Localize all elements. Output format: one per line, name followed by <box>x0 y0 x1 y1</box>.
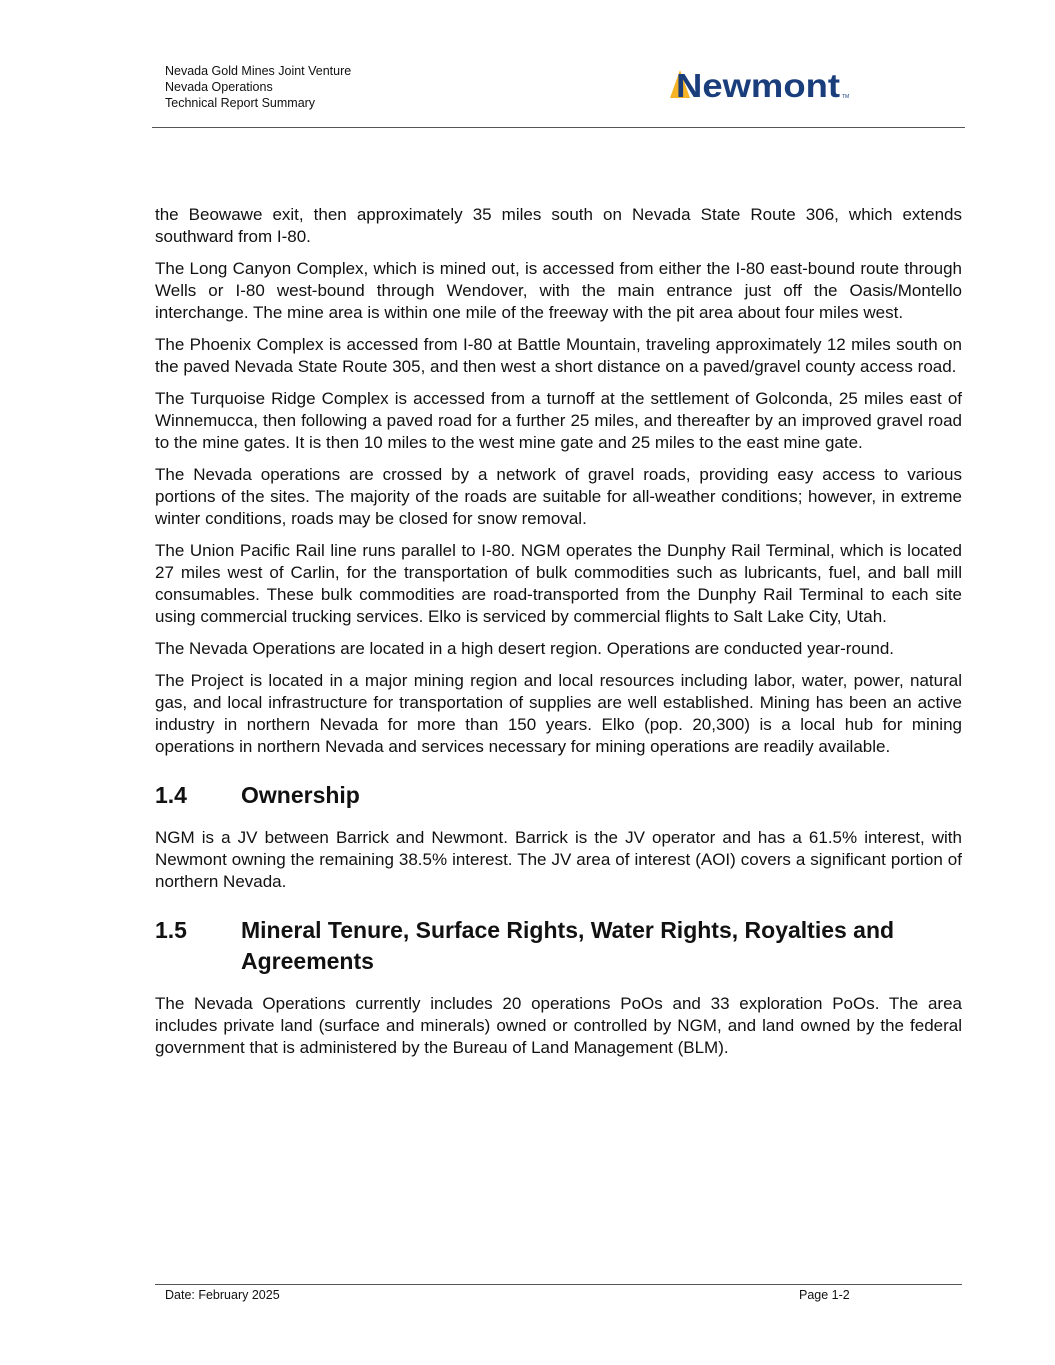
section-title: Mineral Tenure, Surface Rights, Water Rights, Royalties and Agreements <box>241 917 895 974</box>
newmont-logo <box>670 66 860 106</box>
logo-wordmark: Newmont <box>676 67 841 104</box>
body-paragraph: The Nevada operations are crossed by a network of gravel roads, providing easy access to various portions of the sites. The majority of the roads are suitable for all-weather conditions; however, in extreme winter conditions, roads may be closed for snow removal. <box>155 465 962 528</box>
body-paragraph: The Turquoise Ridge Complex is accessed from a turnoff at the settlement of Golconda, 25 miles east of Winnemucca, then following a paved road for a further 25 miles, and thereafter by an improved gravel road to the mine gates. It is then 10 miles to the west mine gate and 25 miles to the east mine gate. <box>155 389 962 452</box>
body-paragraph: The Long Canyon Complex, which is mined out, is accessed from either the I-80 east-bound route through Wells or I-80 west-bound through Wendover, with the main entrance just off the Oasis/Montello interchange. The mine area is within one mile of the freeway with the pit area about four miles west. <box>155 259 962 322</box>
section-heading-mineral-tenure <box>155 915 962 977</box>
footer-page-number: Page 1-2 <box>799 1288 850 1302</box>
header-divider <box>152 127 965 128</box>
body-paragraph: the Beowawe exit, then approximately 35 miles south on Nevada State Route 306, which extends southward from I-80. <box>155 205 962 246</box>
header-report-type: Technical Report Summary <box>165 96 316 110</box>
body-paragraph: The Project is located in a major mining region and local resources including labor, water, power, natural gas, and local infrastructure for transportation of supplies are well established. Mining has been an active industry in northern Nevada for more than 150 years. Elko (pop. 20,300) is a local hub for mining operations in northern Nevada and services necessary for mining operations are readily available. <box>155 671 962 756</box>
body-paragraph: The Phoenix Complex is accessed from I-80 at Battle Mountain, traveling approximately 12 miles south on the paved Nevada State Route 305, and then west a short distance on a paved/gravel county access road. <box>155 335 962 376</box>
page-body <box>155 204 962 1069</box>
body-paragraph: The Nevada Operations are located in a high desert region. Operations are conducted year-round. <box>155 639 895 658</box>
footer-divider <box>155 1284 962 1285</box>
footer-date: Date: February 2025 <box>165 1288 280 1302</box>
section-number: 1.4 <box>155 782 187 808</box>
paragraph-list <box>155 204 962 758</box>
ownership-paragraph: NGM is a JV between Barrick and Newmont. Barrick is the JV operator and has a 61.5% interest, with Newmont owning the remaining 38.5% interest. The JV area of interest (AOI) covers a significant portion of northern Nevada. <box>155 828 962 891</box>
section-heading-ownership <box>155 780 962 811</box>
header-company: Nevada Gold Mines Joint Venture <box>165 64 352 78</box>
header-operations: Nevada Operations <box>165 80 273 94</box>
mineral-tenure-paragraph: The Nevada Operations currently includes 20 operations PoOs and 33 exploration PoOs. The area includes private land (surface and minerals) owned or controlled by NGM, and land owned by the federal government that is administered by the Bureau of Land Management (BLM). <box>155 994 962 1057</box>
body-paragraph: The Union Pacific Rail line runs parallel to I-80. NGM operates the Dunphy Rail Terminal, which is located 27 miles west of Carlin, for the transportation of bulk commodities such as lubricants, fuel, and ball mill consumables. These bulk commodities are road-transported from the Dunphy Rail Terminal to each site using commercial trucking services. Elko is serviced by commercial flights to Salt Lake City, Utah. <box>155 541 962 626</box>
section-title: Ownership <box>241 782 360 808</box>
header-text-block <box>165 63 351 111</box>
section-number: 1.5 <box>155 917 187 943</box>
logo-trademark: TM <box>842 94 850 100</box>
